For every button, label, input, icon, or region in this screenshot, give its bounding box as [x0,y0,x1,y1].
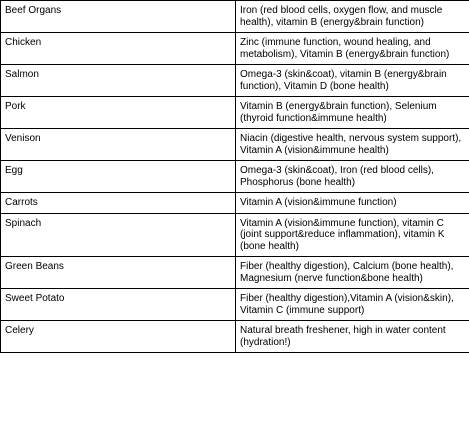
food-cell: Egg [1,161,236,193]
benefits-cell: Vitamin A (vision&immune function) [236,193,469,214]
benefits-cell: Omega-3 (skin&coat), Iron (red blood cells), Phosphorus (bone health) [236,161,469,193]
food-cell: Celery [1,321,236,353]
benefits-cell: Vitamin B (energy&brain function), Selenium (thyroid function&immune health) [236,97,469,129]
table-row [1,97,469,129]
food-cell: Venison [1,129,236,161]
benefits-cell: Natural breath freshener, high in water content (hydration!) [236,321,469,353]
table-row [1,129,469,161]
food-cell: Chicken [1,33,236,65]
benefits-cell: Niacin (digestive health, nervous system support), Vitamin A (vision&immune health) [236,129,469,161]
food-cell: Carrots [1,193,236,214]
food-cell: Salmon [1,65,236,97]
table-row [1,193,469,214]
table-row [1,1,469,33]
table-row [1,33,469,65]
food-cell: Beef Organs [1,1,236,33]
food-cell: Spinach [1,213,236,257]
table-row [1,289,469,321]
benefits-cell: Fiber (healthy digestion),Vitamin A (vision&skin), Vitamin C (immune support) [236,289,469,321]
food-cell: Sweet Potato [1,289,236,321]
table-row [1,65,469,97]
benefits-cell: Iron (red blood cells, oxygen flow, and muscle health), vitamin B (energy&brain function) [236,1,469,33]
benefits-cell: Zinc (immune function, wound healing, and metabolism), Vitamin B (energy&brain function) [236,33,469,65]
benefits-cell: Omega-3 (skin&coat), vitamin B (energy&brain function), Vitamin D (bone health) [236,65,469,97]
table-row [1,257,469,289]
food-cell: Pork [1,97,236,129]
table-row [1,321,469,353]
benefits-cell: Vitamin A (vision&immune function), vitamin C (joint support&reduce inflammation), vitamin K (bone health) [236,213,469,257]
table-row [1,161,469,193]
food-cell: Green Beans [1,257,236,289]
benefits-cell: Fiber (healthy digestion), Calcium (bone health), Magnesium (nerve function&bone health) [236,257,469,289]
table-row [1,213,469,257]
